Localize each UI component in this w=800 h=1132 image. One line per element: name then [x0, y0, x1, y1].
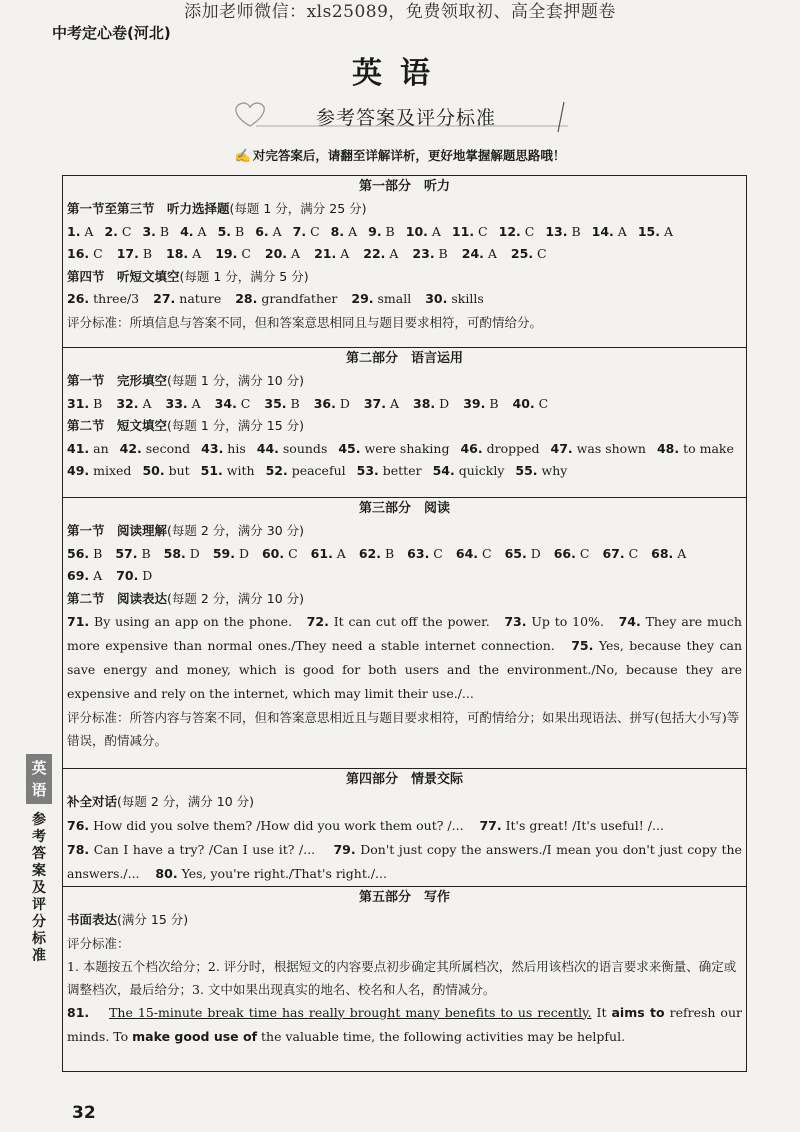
page-number: 32 [72, 1103, 96, 1123]
answer-item: 17. B [116, 246, 153, 261]
answer-item: 61. A [310, 545, 346, 561]
answer-item: 55. why [515, 463, 568, 478]
answer-item: 7. C [292, 223, 320, 239]
part1-title: 第一部分 听力 [358, 179, 450, 194]
subject-side-tab: 英 语 [26, 754, 52, 804]
answer-item: 54. quickly [432, 463, 505, 478]
answer-item: 49. mixed [67, 463, 132, 478]
subtitle-banner [228, 96, 573, 136]
answer-item: 2. C [104, 223, 132, 239]
answer-item: 21. A [314, 246, 350, 261]
part2-s2-answers-row1 [67, 438, 742, 461]
answer-item: 13. B [545, 223, 581, 239]
answer-item: 23. B [412, 246, 448, 261]
part1-s1-heading: 第一节至第三节 听力选择题(每题 1 分，满分 25 分) [67, 201, 367, 216]
answer-item: 70. D [116, 568, 153, 583]
answer-item: 41. an [67, 440, 109, 456]
answer-item: 53. better [356, 463, 422, 478]
answer-item: 63. C [407, 545, 443, 561]
answer-item: 46. dropped [460, 440, 540, 456]
answer-item: 31. B [67, 395, 103, 411]
answer-item: 68. A [651, 545, 687, 561]
answer-item: 1. A [67, 223, 94, 239]
answer-item: 30. skills [425, 291, 484, 306]
part2-title: 第二部分 语言运用 [345, 351, 463, 366]
answer-item: 19. C [215, 246, 251, 261]
answer-item: 3. B [142, 223, 170, 239]
answer-item: 45. were shaking [338, 440, 450, 456]
part1-s1-answers-row2 [67, 243, 742, 266]
answer-item: 56. B [67, 545, 103, 561]
answer-item: 64. C [455, 545, 492, 561]
part3-s1-heading: 第一节 阅读理解(每题 2 分，满分 30 分) [67, 523, 305, 538]
answer-item: 52. peaceful [265, 463, 346, 478]
part3-s1-answers-row2 [67, 565, 742, 588]
side-label: 参考答案及评分标准 [32, 812, 46, 964]
page-title: 英语 [352, 56, 448, 91]
part3-title: 第三部分 阅读 [358, 501, 450, 516]
answer-item: 58. D [163, 545, 200, 561]
part5-heading: 书面表达(满分 15 分) [67, 912, 189, 927]
answer-item: 29. small [351, 291, 412, 306]
page-subtitle: 参考答案及评分标准 [316, 107, 497, 129]
answer-item: 26. three/3 [67, 291, 140, 306]
answer-item: 39. B [463, 395, 499, 411]
answer-item: 36. D [313, 395, 350, 411]
part5-section [63, 887, 746, 1049]
answer-item: 25. C [510, 246, 547, 261]
answer-item: 59. D [212, 545, 249, 561]
pencil-icon: ✍ [234, 149, 251, 164]
part4-section [63, 769, 746, 887]
part1-s1-answers-row1 [67, 221, 742, 244]
part1-s4-heading: 第四节 听短文填空(每题 1 分，满分 5 分) [67, 268, 309, 284]
part3-s2-answers: 71. By using an app on the phone. 72. It can cut off the power. 73. Up to 10%. 74. They are much more expensive than normal ones./They need a stable internet connection. 75. Yes, because they can save energy and money, which is good for both users and the environment./No, because they are expensive and rely on the internet, which may limit their use./... [67, 614, 742, 701]
part3-s2-heading: 第二节 阅读表达(每题 2 分，满分 10 分) [67, 590, 305, 606]
answer-item: 6. A [255, 223, 282, 239]
part1-section [63, 176, 746, 348]
part3-criteria: 评分标准：所答内容与答案不同，但和答案意思相近且与题目要求相符，可酌情给分；如果出现语法、拼写(包括大小写)等错误，酌情减分。 [67, 710, 740, 748]
part5-q81: 81. The 15-minute break time has really brought many benefits to us recently. It aims to refresh our minds. To make good use of the valuable time, the following activities may be helpful. [67, 1004, 742, 1044]
answer-box [62, 175, 747, 1072]
part2-s2-answers-row2 [67, 460, 742, 483]
answer-item: 16. C [67, 246, 103, 261]
answer-item: 42. second [119, 440, 191, 456]
part4-heading: 补全对话(每题 2 分，满分 10 分) [67, 794, 255, 809]
answer-item: 51. with [200, 463, 255, 478]
answer-item: 48. to make [656, 440, 734, 456]
answer-item: 60. C [261, 545, 298, 561]
answer-item: 69. A [67, 568, 103, 583]
answer-item: 27. nature [153, 291, 222, 306]
answer-item: 43. his [201, 440, 246, 456]
part5-criteria: 1. 本题按五个档次给分；2. 评分时，根据短文的内容要点初步确定其所属档次，然后用该档次的语言要求来衡量、确定或调整档次，最后给分；3. 文中如果出现真实的地名、校名和人名，酌情减分。 [67, 958, 737, 997]
answer-item: 18. A [166, 246, 202, 261]
answer-item: 4. A [180, 223, 207, 239]
part2-s1-answers [67, 393, 742, 416]
answer-item: 12. C [498, 223, 535, 239]
answer-item: 50. but [142, 463, 190, 478]
series-title: 中考定心卷(河北) [52, 24, 171, 42]
part2-s1-heading: 第一节 完形填空(每题 1 分，满分 10 分) [67, 373, 305, 388]
answer-item: 37. A [363, 395, 400, 411]
tip-text: 对完答案后，请翻至详解详析，更好地掌握解题思路哦！ [252, 148, 566, 163]
part1-s4-answers [67, 288, 742, 311]
answer-item: 20. A [264, 246, 301, 261]
answer-item: 44. sounds [256, 440, 328, 456]
answer-item: 40. C [512, 395, 549, 411]
part5-title: 第五部分 写作 [358, 890, 450, 905]
answer-item: 28. grandfather [235, 291, 338, 306]
answer-item: 24. A [461, 246, 497, 261]
answer-item: 38. D [413, 395, 450, 411]
answer-item: 34. C [214, 395, 251, 411]
answer-item: 9. B [368, 223, 395, 239]
answer-item: 32. A [116, 395, 152, 411]
answer-item: 11. C [451, 223, 488, 239]
part1-criteria: 评分标准：所填信息与答案不同，但和答案意思相同且与题目要求相符，可酌情给分。 [67, 314, 543, 330]
part2-s2-heading: 第二节 短文填空(每题 1 分，满分 15 分) [67, 418, 305, 433]
answer-item: 65. D [504, 545, 541, 561]
part5-criteria-label: 评分标准： [67, 935, 130, 951]
tip-line [0, 146, 800, 164]
part3-s1-answers-row1 [67, 543, 742, 566]
answer-item: 33. A [165, 395, 201, 411]
answer-item: 67. C [602, 545, 639, 561]
watermark-banner: 添加老师微信：xls25089，免费领取初、高全套押题卷 [184, 2, 616, 22]
answer-item: 22. A [363, 246, 399, 261]
answer-item: 15. A [637, 223, 673, 239]
answer-item: 47. was shown [550, 440, 646, 456]
answer-item: 66. C [553, 545, 590, 561]
part4-answers: 76. How did you solve them? /How did you work them out? /... 77. It's great! /It's useful! /... 78. Can I have a try? /Can I use it? /... 79. Don't just copy the answers./I mean you don't just copy the answers./... 80. Yes, you're right./That's right./... [67, 817, 742, 881]
answer-item: 8. A [330, 223, 358, 239]
answer-item: 35. B [264, 395, 300, 411]
part4-title: 第四部分 情景交际 [345, 772, 463, 787]
part3-section [63, 498, 746, 769]
answer-item: 14. A [591, 223, 627, 239]
answer-item: 62. B [358, 545, 395, 561]
answer-item: 57. B [115, 545, 151, 561]
part2-section [63, 348, 746, 498]
answer-item: 5. B [217, 223, 245, 239]
answer-item: 10. A [405, 223, 441, 239]
